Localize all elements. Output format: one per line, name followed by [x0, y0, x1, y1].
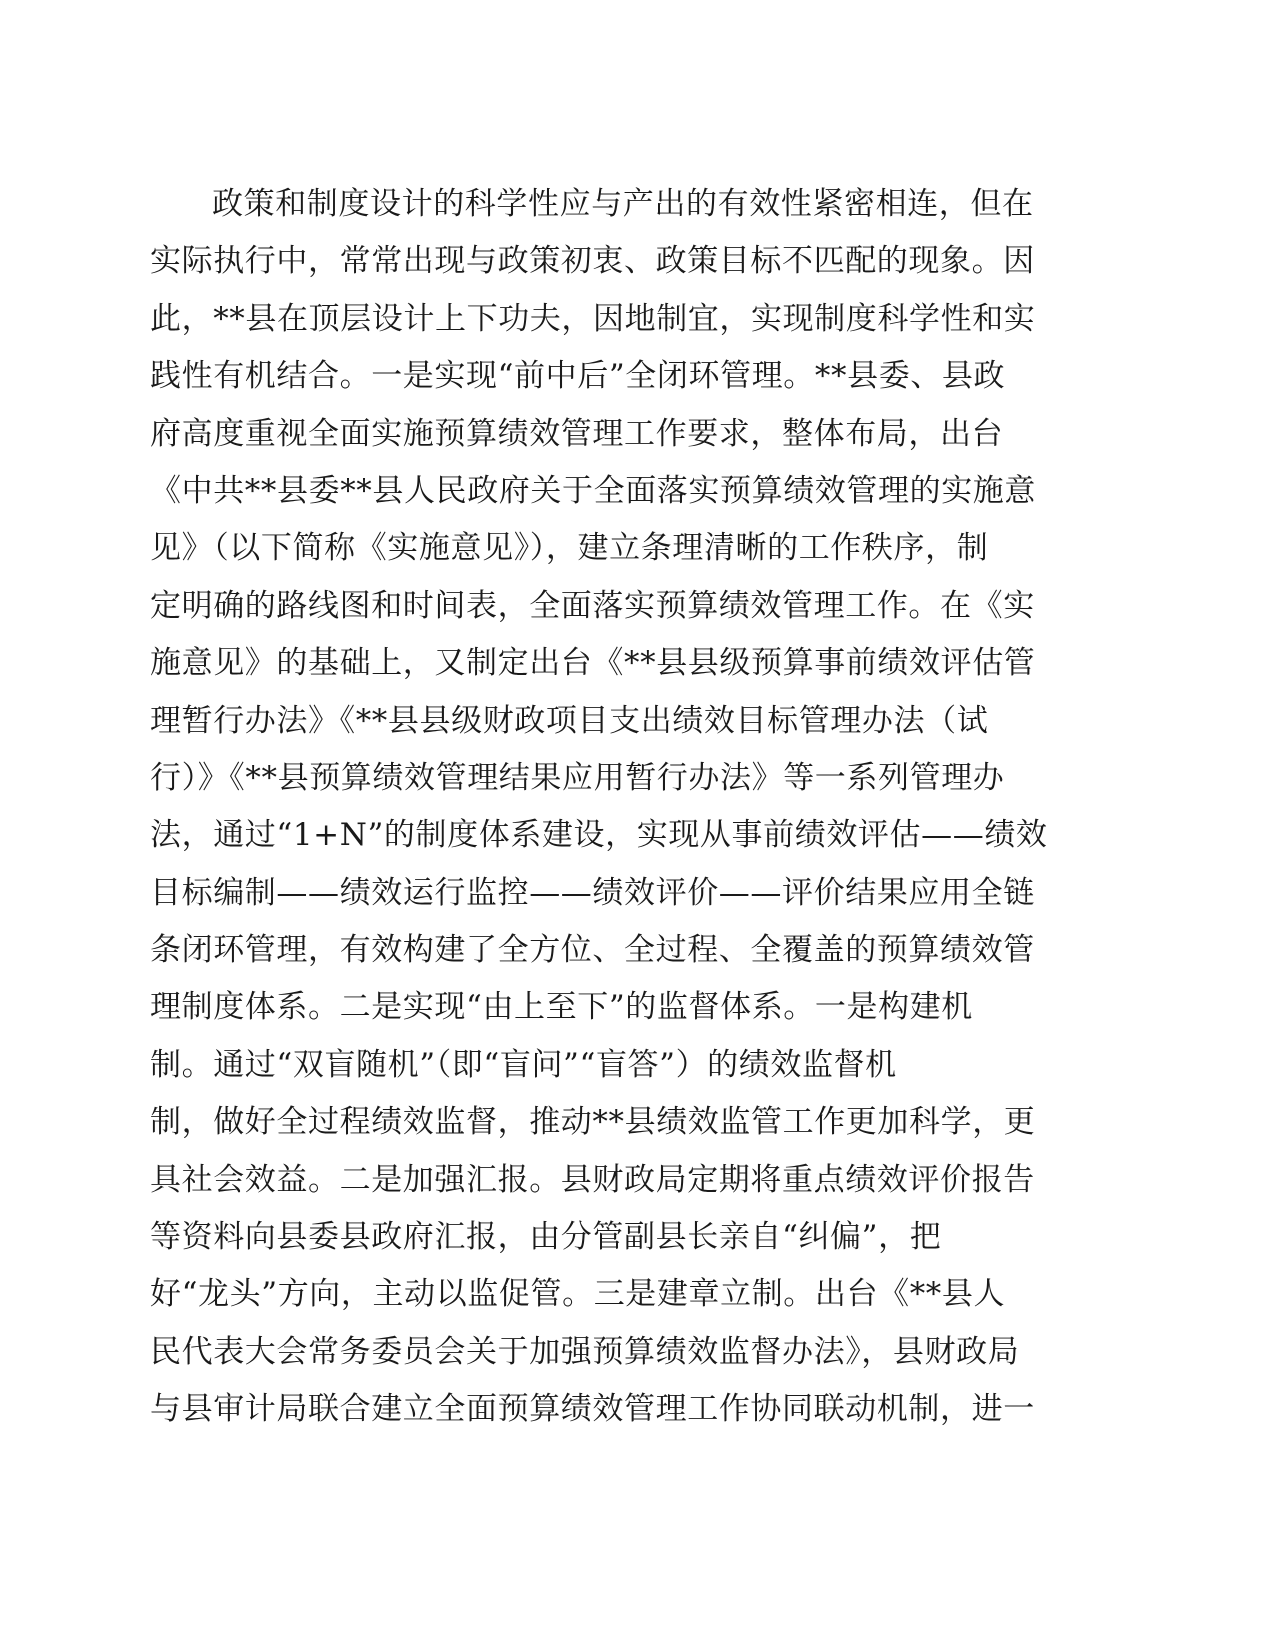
text-line: 施意见》的基础上，又制定出台《**县县级预算事前绩效评估管	[150, 645, 1036, 682]
text-line: 实际执行中，常常出现与政策初衷、政策目标不匹配的现象。因	[150, 243, 1035, 280]
text-line: 条闭环管理，有效构建了全方位、全过程、全覆盖的预算绩效管	[150, 932, 1035, 969]
text-line: 府高度重视全面实施预算绩效管理工作要求，整体布局，出台	[150, 415, 1004, 452]
text-line: 具社会效益。二是加强汇报。县财政局定期将重点绩效评价报告	[150, 1161, 1035, 1198]
text-line: 法，通过“1+N”的制度体系建设，实现从事前绩效评估——绩效	[150, 817, 1048, 854]
text-line: 理制度体系。二是实现“由上至下”的监督体系。一是构建机	[150, 989, 973, 1026]
text-line: 好“龙头”方向，主动以监促管。三是建章立制。出台《**县人	[150, 1276, 1006, 1313]
text-line: 行）》《**县预算绩效管理结果应用暂行办法》等一系列管理办	[150, 759, 1005, 796]
text-line: 此，**县在顶层设计上下功夫，因地制宜，实现制度科学性和实	[150, 300, 1036, 337]
body-paragraph	[150, 176, 1110, 1439]
text-line: 见》（以下简称《实施意见》），建立条理清晰的工作秩序，制	[150, 530, 989, 567]
text-line: 目标编制——绩效运行监控——绩效评价——评价结果应用全链	[150, 874, 1035, 911]
text-line: 与县审计局联合建立全面预算绩效管理工作协同联动机制，进一	[150, 1391, 1035, 1428]
text-line: 制，做好全过程绩效监督，推动**县绩效监管工作更加科学，更	[150, 1104, 1036, 1141]
text-line: 等资料向县委县政府汇报，由分管副县长亲自“纠偏”，把	[150, 1219, 942, 1256]
text-line: 理暂行办法》《**县县级财政项目支出绩效目标管理办法（试	[150, 702, 989, 739]
text-line: 制。通过“双盲随机”（即“盲问”“盲答”）的绩效监督机	[150, 1046, 897, 1083]
text-line: 政策和制度设计的科学性应与产出的有效性紧密相连，但在	[212, 186, 1034, 222]
text-line: 《中共**县委**县人民政府关于全面落实预算绩效管理的实施意	[150, 472, 1036, 509]
text-line: 践性有机结合。一是实现“前中后”全闭环管理。**县委、县政	[150, 358, 1006, 395]
text-line: 定明确的路线图和时间表，全面落实预算绩效管理工作。在《实	[150, 587, 1035, 624]
text-line: 民代表大会常务委员会关于加强预算绩效监督办法》，县财政局	[150, 1333, 1020, 1370]
